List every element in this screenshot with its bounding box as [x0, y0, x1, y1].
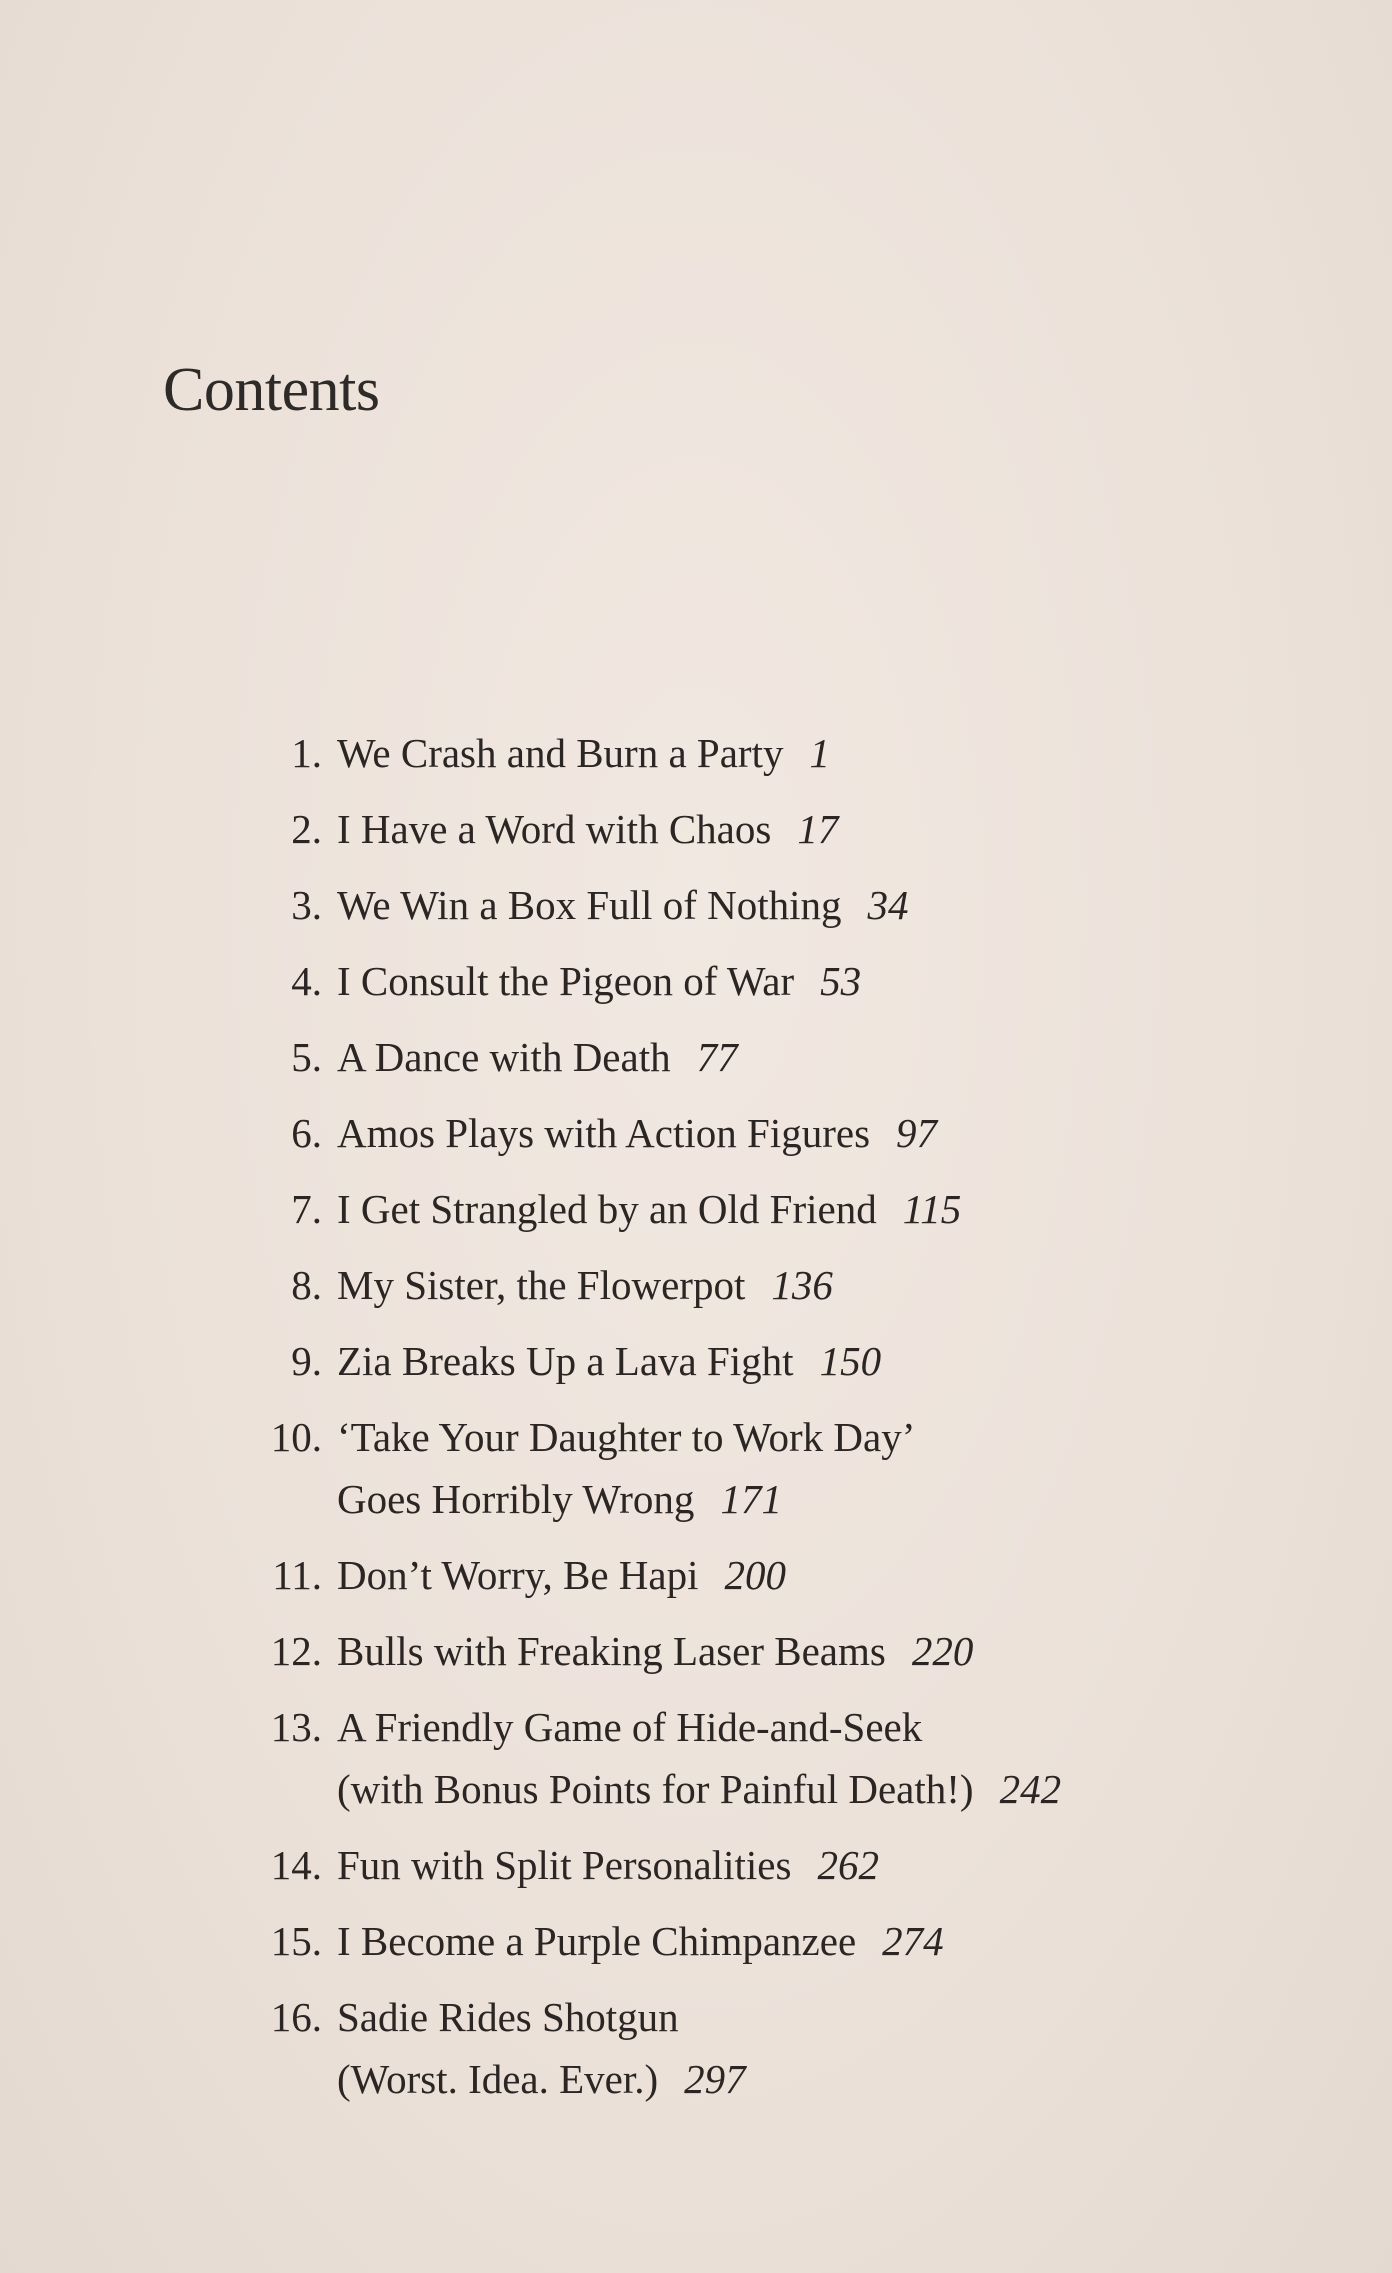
toc-entry-title: [337, 1406, 915, 1468]
toc-entry-number: 9.: [291, 1338, 322, 1384]
toc-entry-title-text: Amos Plays with Action Figures: [337, 1110, 871, 1156]
toc-entry: [270, 1620, 974, 1682]
toc-entry-title: [337, 1986, 746, 2048]
toc-entry-title-text: Don’t Worry, Be Hapi: [337, 1552, 699, 1598]
toc-entry-number: 3.: [291, 882, 322, 928]
toc-entry-title-text: A Dance with Death: [337, 1034, 671, 1080]
toc-entry-title-text: ‘Take Your Daughter to Work Day’: [337, 1414, 916, 1460]
toc-entry-page-number: 262: [817, 1842, 879, 1888]
toc-entry-title-text: (Worst. Idea. Ever.): [337, 2056, 659, 2102]
toc-entry-title: [337, 1696, 1061, 1758]
toc-entry: [291, 874, 909, 936]
toc-entry-title-text: I Consult the Pigeon of War: [337, 958, 795, 1004]
toc-entry: [270, 1406, 916, 1530]
toc-entry-page-number: 274: [882, 1918, 944, 1964]
toc-entry-number: 7.: [291, 1186, 322, 1232]
toc-entry-title-text: I Become a Purple Chimpanzee: [337, 1918, 857, 1964]
toc-entry-page-number: 242: [999, 1766, 1062, 1812]
toc-entry-title-text: (with Bonus Points for Painful Death!): [337, 1766, 974, 1812]
toc-entry-title-text: Goes Horribly Wrong: [337, 1476, 695, 1522]
toc-entry-page-number: 1: [809, 730, 830, 776]
toc-entry-title: [337, 874, 909, 936]
toc-entry-title-text: Bulls with Freaking Laser Beams: [337, 1628, 886, 1674]
toc-entry-title: [337, 950, 861, 1012]
toc-entry-number: 10.: [270, 1414, 322, 1460]
toc-entry: [270, 1910, 944, 1972]
toc-entry-page-number: 17: [797, 806, 839, 852]
toc-entry-title-text: My Sister, the Flowerpot: [337, 1262, 746, 1308]
toc-entry-page-number: 53: [820, 958, 862, 1004]
toc-entry-title: [337, 1834, 879, 1896]
toc-entry-number: 4.: [291, 958, 322, 1004]
toc-entry: [291, 1102, 938, 1164]
toc-entry-page-number: 200: [724, 1552, 786, 1598]
toc-entry-title: [337, 1544, 786, 1606]
toc-entry-number: 1.: [291, 730, 322, 776]
page-title: Contents: [163, 356, 380, 424]
toc-entry-title: [337, 1910, 944, 1972]
toc-entry: [291, 722, 830, 784]
toc-entry-title: [337, 1254, 833, 1316]
toc-entry: [291, 798, 839, 860]
toc-entry: [270, 1986, 746, 2110]
toc-entry-title-text: Fun with Split Personalities: [337, 1842, 792, 1888]
toc-entry: [272, 1544, 786, 1606]
toc-entry-number: 15.: [270, 1918, 322, 1964]
toc-entry-title: [337, 1102, 937, 1164]
toc-entry-number: 16.: [270, 1994, 322, 2040]
toc-entry: [291, 1178, 962, 1240]
toc-entry-title-continued: [337, 1758, 1061, 1820]
toc-entry-title-continued: [337, 1468, 915, 1530]
toc-entry-page-number: 297: [684, 2056, 746, 2102]
toc-entry-page-number: 136: [771, 1262, 833, 1308]
toc-entry-page-number: 150: [819, 1338, 882, 1384]
toc-entry-title: [337, 1330, 881, 1392]
toc-entry-number: 8.: [291, 1262, 322, 1308]
toc-entry: [291, 1026, 738, 1088]
toc-entry-title-text: We Crash and Burn a Party: [337, 730, 784, 776]
toc-entry-title-text: Sadie Rides Shotgun: [337, 1994, 679, 2040]
toc-entry-title: [337, 1178, 961, 1240]
toc-entry-page-number: 115: [902, 1186, 962, 1232]
toc-entry-number: 5.: [291, 1034, 322, 1080]
toc-entry-title-text: A Friendly Game of Hide-and-Seek: [337, 1704, 923, 1750]
toc-entry-number: 2.: [291, 806, 322, 852]
toc-entry: [270, 1834, 879, 1896]
toc-entry-title-continued: [337, 2048, 746, 2110]
toc-entry-number: 14.: [270, 1842, 322, 1888]
toc-entry-page-number: 97: [896, 1110, 938, 1156]
toc-entry: [291, 950, 862, 1012]
toc-entry: [270, 1696, 1062, 1820]
toc-entry: [291, 1254, 833, 1316]
toc-entry-title-text: We Win a Box Full of Nothing: [337, 882, 842, 928]
toc-entry-number: 11.: [272, 1552, 322, 1598]
toc-entry-number: 13.: [270, 1704, 322, 1750]
toc-entry-title: [337, 1620, 973, 1682]
toc-entry-title-text: Zia Breaks Up a Lava Fight: [337, 1338, 794, 1384]
toc-entry-page-number: 220: [911, 1628, 974, 1674]
toc-entry-page-number: 34: [867, 882, 909, 928]
toc-entry-number: 12.: [270, 1628, 322, 1674]
toc-entry-page-number: 171: [720, 1476, 782, 1522]
toc-entry-title-text: I Have a Word with Chaos: [337, 806, 772, 852]
toc-entry-page-number: 77: [696, 1034, 738, 1080]
toc-entry-number: 6.: [291, 1110, 322, 1156]
toc-entry-title: [337, 722, 830, 784]
toc-entry: [291, 1330, 882, 1392]
toc-entry-title-text: I Get Strangled by an Old Friend: [337, 1186, 877, 1232]
toc-entry-title: [337, 1026, 738, 1088]
toc-entry-title: [337, 798, 838, 860]
